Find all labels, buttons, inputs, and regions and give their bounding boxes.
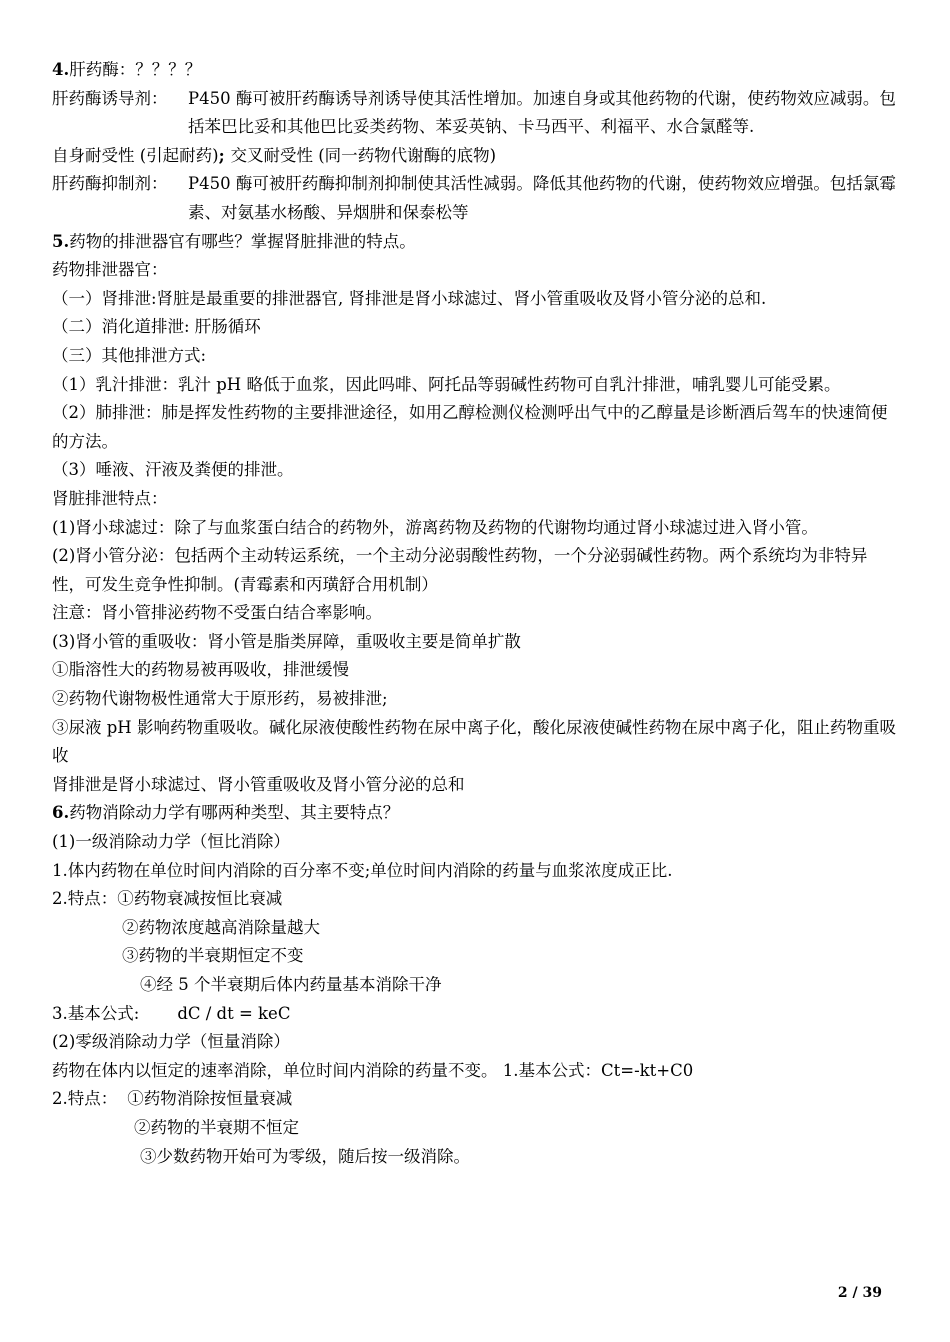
section-title-text: 肝药酶：？？？？ (69, 60, 202, 79)
feature-text: ①药物消除按恒量衰减 (127, 1089, 293, 1109)
reabsorption-point-2: ②药物代谢物极性通常大于原形药，易被排泄; (52, 689, 388, 709)
excretion-other: （3）唾液、汗液及粪便的排泄。 (52, 460, 294, 480)
zero-order-feature-3: ③少数药物开始可为零级，随后按一级消除。 (140, 1146, 470, 1166)
section-number: 6. (52, 803, 70, 823)
enzyme-inhibitor-paragraph (52, 170, 898, 227)
first-order-formula (52, 1000, 898, 1029)
page-number: 2 / 39 (837, 1285, 882, 1301)
section-title-text: 药物的排泄器官有哪些？掌握肾脏排泄的特点。 (69, 231, 416, 251)
first-order-title: (1)一级消除动力学（恒比消除） (52, 832, 290, 852)
reabsorption-point-3: ③尿液 pH 影响药物重吸收。碱化尿液使酸性药物在尿中离子化，酸化尿液使碱性药物在尿中离子化，阻止药物重吸收 (52, 717, 896, 766)
first-order-feature-1 (52, 885, 898, 914)
feature-text: ①药物衰减按恒比衰减 (117, 889, 283, 909)
section-6-title (52, 799, 898, 828)
section-number: 4. (52, 60, 70, 79)
renal-summary: 肾排泄是肾小球滤过、肾小管重吸收及肾小管分泌的总和 (52, 774, 465, 794)
renal-glomerular-filtration: (1)肾小球滤过：除了与血浆蛋白结合的药物外，游离药物及药物的代谢物均通过肾小球滤过进入肾小管。 (52, 517, 818, 537)
first-order-definition: 1.体内药物在单位时间内消除的百分率不变;单位时间内消除的药量与血浆浓度成正比. (52, 860, 673, 880)
zero-order-title: (2)零级消除动力学（恒量消除） (52, 1032, 290, 1052)
feature-label: 2.特点： (52, 1089, 118, 1109)
excretion-milk: （1）乳汁排泄：乳汁 pH 略低于血浆，因此吗啡、阿托品等弱碱性药物可自乳汁排泄，哺乳婴儿可能受累。 (52, 374, 841, 394)
tolerance-line (52, 142, 898, 171)
feature-label: 2.特点： (52, 889, 118, 909)
section-4-title (52, 56, 898, 85)
inhibitor-text: P450 酶可被肝药酶抑制剂抑制使其活性减弱。降低其他药物的代谢，使药物效应增强。包括氯霉素、对氨基水杨酸、异烟肼和保泰松等 (188, 174, 896, 222)
section-title-text: 药物消除动力学有哪两种类型、其主要特点？ (69, 803, 400, 823)
renal-features-heading: 肾脏排泄特点： (52, 488, 168, 508)
renal-reabsorption: (3)肾小管的重吸收：肾小管是脂类屏障，重吸收主要是简单扩散 (52, 631, 521, 651)
document-page (52, 56, 898, 1171)
excretion-item-3: （三）其他排泄方式: (52, 345, 207, 365)
excretion-item-1: （一）肾排泄:肾脏是最重要的排泄器官, 肾排泄是肾小球滤过、肾小管重吸收及肾小管分泌的总和. (52, 288, 767, 308)
inducer-label: 肝药酶诱导剂： (52, 88, 168, 108)
zero-order-definition: 药物在体内以恒定的速率消除，单位时间内消除的药量不变。 1.基本公式：Ct=-kt+C0 (52, 1060, 694, 1080)
renal-note: 注意：肾小管排泌药物不受蛋白结合率影响。 (52, 603, 382, 623)
first-order-feature-3: ③药物的半衰期恒定不变 (122, 946, 304, 966)
reabsorption-point-1: ①脂溶性大的药物易被再吸收，排泄缓慢 (52, 660, 349, 680)
excretion-organs-heading: 药物排泄器官： (52, 260, 168, 280)
first-order-feature-4: ④经 5 个半衰期后体内药量基本消除干净 (140, 975, 442, 994)
inhibitor-label: 肝药酶抑制剂： (52, 174, 168, 194)
section-number: 5. (52, 231, 70, 251)
zero-order-feature-2: ②药物的半衰期不恒定 (134, 1117, 299, 1137)
self-tolerance: 自身耐受性 (引起耐药) (52, 145, 219, 165)
cross-tolerance: 交叉耐受性 (同一药物代谢酶的底物) (230, 145, 497, 165)
excretion-item-2: （二）消化道排泄: 肝肠循环 (52, 317, 261, 337)
formula-text: dC / dt = keC (177, 1003, 291, 1023)
enzyme-inducer-paragraph (52, 85, 898, 142)
inducer-text: P450 酶可被肝药酶诱导剂诱导使其活性增加。加速自身或其他药物的代谢，使药物效应减弱。包括苯巴比妥和其他巴比妥类药物、苯妥英钠、卡马西平、利福平、水合氯醛等. (188, 88, 896, 137)
first-order-feature-2: ②药物浓度越高消除量越大 (122, 917, 320, 937)
renal-tubular-secretion: (2)肾小管分泌：包括两个主动转运系统，一个主动分泌弱酸性药物，一个分泌弱碱性药物。两个系统均为非特异性，可发生竞争性抑制。(青霉素和丙璜舒合用机制） (52, 546, 868, 594)
section-5-title (52, 228, 898, 257)
excretion-lung: （2）肺排泄：肺是挥发性药物的主要排泄途径，如用乙醇检测仪检测呼出气中的乙醇量是诊断酒后驾车的快速简便的方法。 (52, 403, 888, 451)
separator: ; (218, 145, 231, 165)
zero-order-feature-1 (52, 1085, 898, 1114)
formula-label: 3.基本公式: (52, 1003, 140, 1023)
